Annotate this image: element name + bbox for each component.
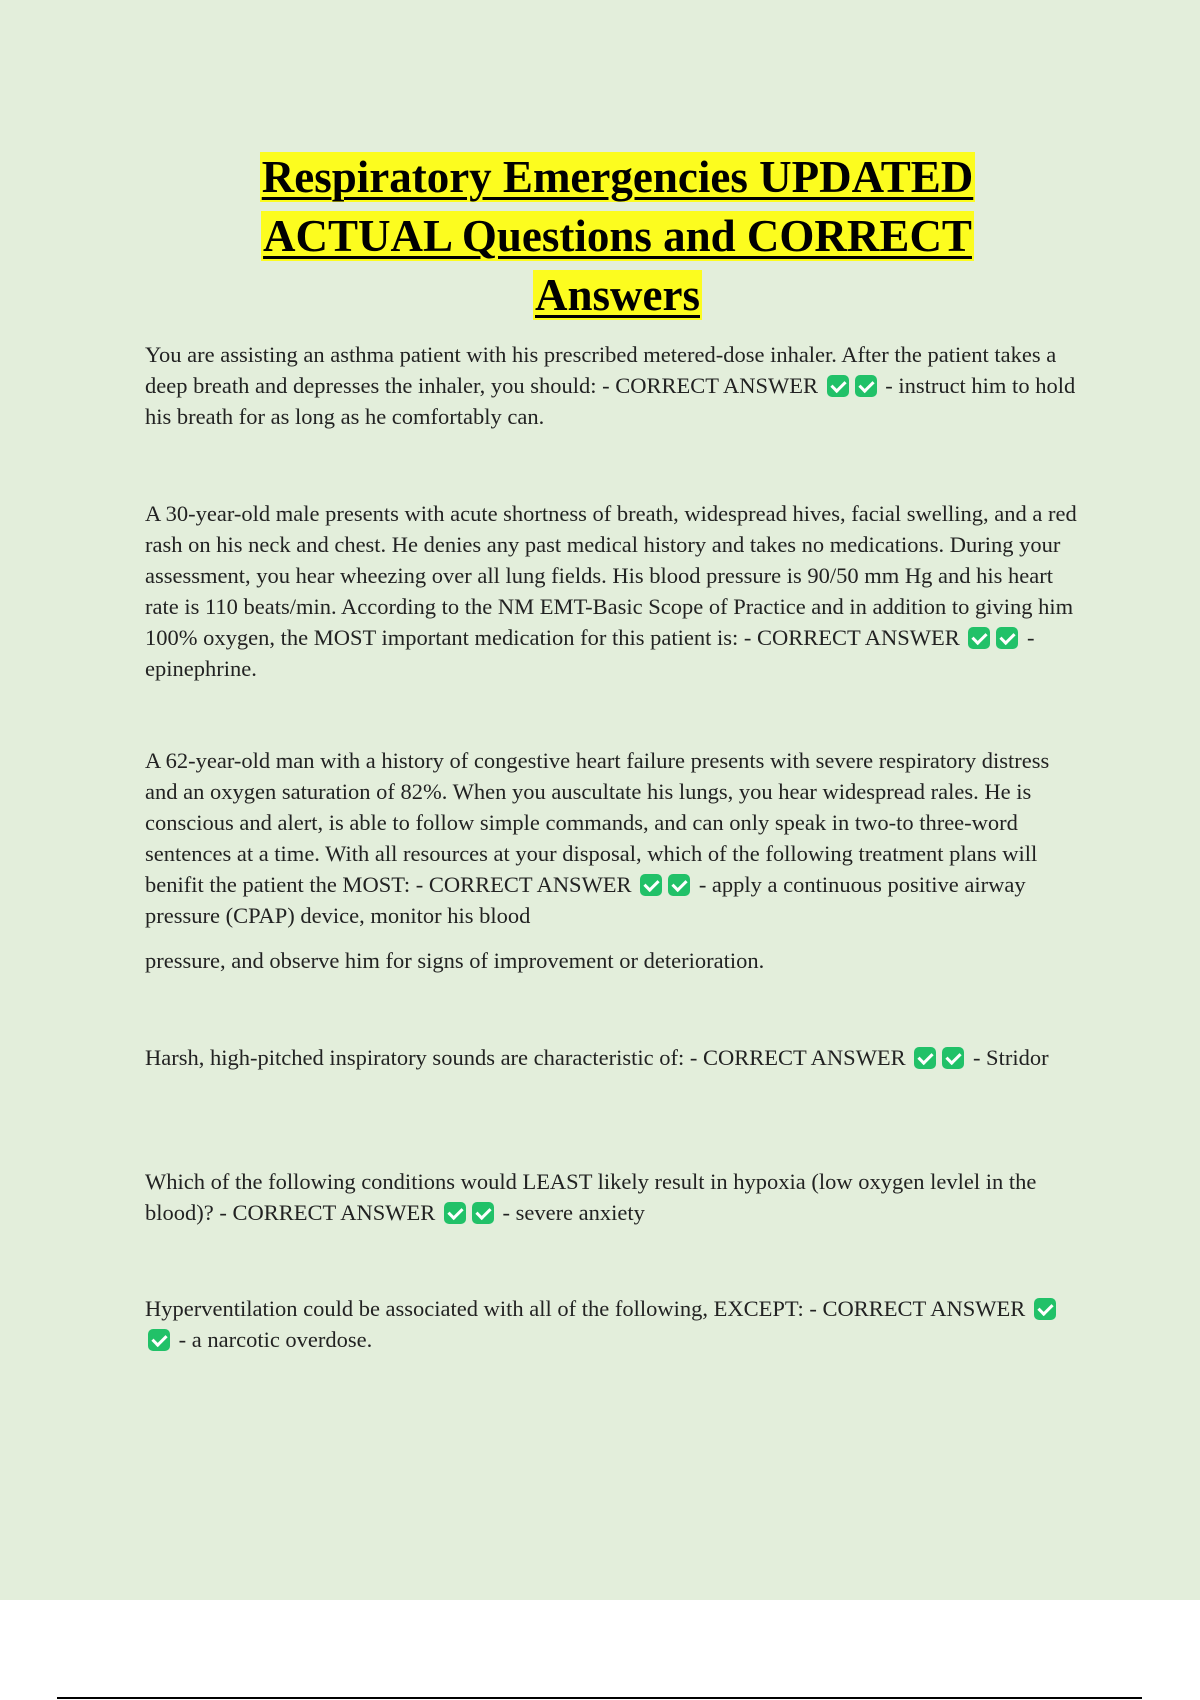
check-box-icon <box>942 1047 964 1069</box>
check-box-icon <box>996 627 1018 649</box>
answer-text: - a narcotic overdose. <box>178 1327 373 1352</box>
question-text: A 30-year-old male presents with acute shortness of breath, widespread hives, facial swelling, and a red rash on his neck and chest. He denies any past medical history and takes no medications. During your assessment, you hear wheezing over all lung fields. His blood pressure is 90/50 mm Hg and his heart rate is 110 beats/min. According to the NM EMT-Basic Scope of Practice and in addition to giving him 100% oxygen, the MOST important medication for this patient is: - CORRECT ANSWER <box>145 501 1077 650</box>
footer-divider <box>57 1697 1142 1699</box>
page-title <box>130 148 1105 325</box>
question-text: Hyperventilation could be associated with all of the following, EXCEPT: - CORRECT ANSWER <box>145 1296 1026 1321</box>
check-box-icon <box>148 1329 170 1351</box>
question-text: A 62-year-old man with a history of congestive heart failure presents with severe respiratory distress and an oxygen saturation of 82%. When you auscultate his lungs, you hear widespread rales. He is conscious and alert, is able to follow simple commands, and can only speak in two-to three-word sentences at a time. With all resources at your disposal, which of the following treatment plans will benifit the patient the MOST: - CORRECT ANSWER <box>145 748 1050 897</box>
check-box-icon <box>855 375 877 397</box>
qa-item <box>145 339 1085 432</box>
qa-item <box>145 1042 1085 1073</box>
question-text: You are assisting an asthma patient with his prescribed metered-dose inhaler. After the patient takes a deep breath and depresses the inhaler, you should: - CORRECT ANSWER <box>145 342 1057 398</box>
qa-item <box>145 498 1085 684</box>
answer-text: - severe anxiety <box>502 1200 645 1225</box>
question-text: Harsh, high-pitched inspiratory sounds are characteristic of: - CORRECT ANSWER <box>145 1045 906 1070</box>
answer-text: - apply a continuous positive airway pressure (CPAP) device, monitor his blood <box>145 872 1026 928</box>
qa-item <box>145 1293 1085 1355</box>
check-box-icon <box>640 874 662 896</box>
check-box-icon <box>968 627 990 649</box>
qa-item <box>145 1166 1085 1228</box>
title-line: Answers <box>535 270 700 320</box>
check-box-icon <box>1034 1298 1056 1320</box>
check-box-icon <box>444 1202 466 1224</box>
question-text: Which of the following conditions would LEAST likely result in hypoxia (low oxygen levlel in the blood)? - CORRECT ANSWER <box>145 1169 1037 1225</box>
check-box-icon <box>668 874 690 896</box>
answer-text: - epinephrine. <box>145 625 1035 681</box>
title-line: Respiratory Emergencies UPDATED <box>261 152 974 202</box>
answer-text: - instruct him to hold his breath for as long as he comfortably can. <box>145 373 1076 429</box>
qa-item <box>145 745 1085 976</box>
check-box-icon <box>472 1202 494 1224</box>
answer-continued-text: pressure, and observe him for signs of improvement or deterioration. <box>145 948 765 973</box>
check-box-icon <box>914 1047 936 1069</box>
title-line: ACTUAL Questions and CORRECT <box>263 211 972 261</box>
answer-text: - Stridor <box>972 1045 1049 1070</box>
check-box-icon <box>827 375 849 397</box>
